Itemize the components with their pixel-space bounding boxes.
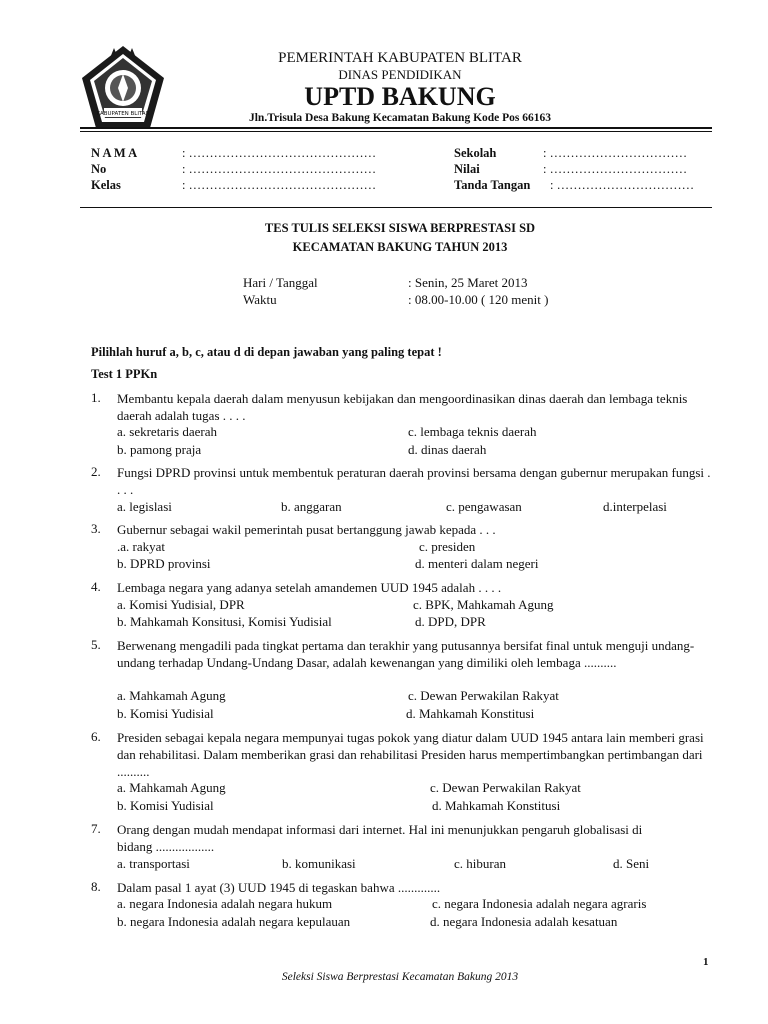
option-b[interactable]: b. komunikasi xyxy=(282,856,356,871)
footer-caption: Seleksi Siswa Berprestasi Kecamatan Bakung 2013 xyxy=(281,971,519,983)
test-title-line2: KECAMATAN BAKUNG TAHUN 2013 xyxy=(292,240,508,254)
header-government: PEMERINTAH KABUPATEN BLITAR xyxy=(278,50,522,66)
header-department: DINAS PENDIDIKAN xyxy=(338,67,462,82)
option-c[interactable]: c. hiburan xyxy=(454,856,506,871)
option-d[interactable]: d. menteri dalam negeri xyxy=(415,556,539,571)
question-number: 2. xyxy=(91,464,101,479)
option-d[interactable]: d. Mahkamah Konstitusi xyxy=(406,706,535,721)
question-number: 5. xyxy=(91,637,101,652)
identity-field-nilai[interactable]: : …………………………… xyxy=(543,162,688,176)
identity-label-sekolah: Sekolah xyxy=(454,146,497,160)
header-title: UPTD BAKUNG xyxy=(304,82,496,111)
option-d[interactable]: d. DPD, DPR xyxy=(415,614,486,629)
option-a[interactable]: a. Mahkamah Agung xyxy=(117,688,226,703)
option-d[interactable]: d. dinas daerah xyxy=(408,442,487,457)
question-text: Lembaga negara yang adanya setelah amandemen UUD 1945 adalah . . . . xyxy=(117,580,502,595)
question-number: 8. xyxy=(91,879,101,894)
option-a[interactable]: a. Komisi Yudisial, DPR xyxy=(117,597,245,612)
option-b[interactable]: b. DPRD provinsi xyxy=(117,556,211,571)
option-b[interactable]: b. Komisi Yudisial xyxy=(117,798,214,813)
page-number: 1 xyxy=(703,956,709,968)
identity-field-sekolah[interactable]: : …………………………… xyxy=(543,146,688,160)
option-a[interactable]: a. Mahkamah Agung xyxy=(117,780,226,795)
option-c[interactable]: c. Dewan Perwakilan Rakyat xyxy=(408,688,559,703)
schedule-value-time: : 08.00-10.00 ( 120 menit ) xyxy=(408,292,549,307)
option-d[interactable]: d. negara Indonesia adalah kesatuan xyxy=(430,914,618,929)
identity-field-nama[interactable]: : ……………………………………… xyxy=(182,146,377,160)
question-text: Berwenang mengadili pada tingkat pertama dan terakhir yang putusannya bersifat final untuk menguji undang-undang terhadap Undang-Undang Dasar, adalah kewenangan yang dimiliki oleh lembaga .......... xyxy=(117,638,695,670)
identity-field-no[interactable]: : ……………………………………… xyxy=(182,162,377,176)
identity-label-tanda-tangan: Tanda Tangan xyxy=(454,178,531,192)
option-c[interactable]: c. lembaga teknis daerah xyxy=(408,424,537,439)
identity-label-kelas: Kelas xyxy=(91,178,121,192)
identity-field-kelas[interactable]: : ……………………………………… xyxy=(182,178,377,192)
question-text: Fungsi DPRD provinsi untuk membentuk peraturan daerah provinsi bersama dengan gubernur merupakan fungsi . . . . xyxy=(117,465,711,497)
instruction-text: Pilihlah huruf a, b, c, atau d di depan jawaban yang paling tepat ! xyxy=(91,345,442,359)
question-number: 6. xyxy=(91,729,101,744)
svg-text:KABUPATEN BLITAR: KABUPATEN BLITAR xyxy=(96,111,150,117)
option-b[interactable]: b. Mahkamah Konsitusi, Komisi Yudisial xyxy=(117,614,332,629)
option-c[interactable]: c. negara Indonesia adalah negara agraris xyxy=(432,896,647,911)
identity-label-nilai: Nilai xyxy=(454,162,480,176)
question-number: 7. xyxy=(91,821,101,836)
letterhead-rule-thick xyxy=(80,127,712,129)
schedule-value-date: : Senin, 25 Maret 2013 xyxy=(408,275,528,290)
question-text: Membantu kepala daerah dalam menyusun kebijakan dan mengoordinasikan dinas daerah dan lembaga teknis daerah adalah tugas . . . . xyxy=(117,391,688,423)
question-text: Orang dengan mudah mendapat informasi dari internet. Hal ini menunjukkan pengaruh globalisasi di bidang .................. xyxy=(117,822,643,854)
option-b[interactable]: b. pamong praja xyxy=(117,442,202,457)
letterhead-rule-thin xyxy=(80,131,712,132)
kabupaten-blitar-emblem xyxy=(80,44,166,130)
identity-field-tanda-tangan[interactable]: : …………………………… xyxy=(550,178,695,192)
question-number: 4. xyxy=(91,579,101,594)
schedule-label-date: Hari / Tanggal xyxy=(243,275,318,290)
option-b[interactable]: b. Komisi Yudisial xyxy=(117,706,214,721)
option-c[interactable]: c. presiden xyxy=(419,539,476,554)
schedule-label-time: Waktu xyxy=(243,292,277,307)
option-a[interactable]: a. negara Indonesia adalah negara hukum xyxy=(117,896,333,911)
option-d[interactable]: d. Seni xyxy=(613,856,650,871)
option-b[interactable]: b. negara Indonesia adalah negara kepulauan xyxy=(117,914,351,929)
option-a[interactable]: a. sekretaris daerah xyxy=(117,424,217,439)
question-text: Gubernur sebagai wakil pemerintah pusat bertanggung jawab kepada . . . xyxy=(117,522,496,537)
option-c[interactable]: c. BPK, Mahkamah Agung xyxy=(413,597,554,612)
question-number: 1. xyxy=(91,390,101,405)
option-c[interactable]: c. pengawasan xyxy=(446,499,522,514)
option-a[interactable]: a. legislasi xyxy=(117,499,172,514)
option-b[interactable]: b. anggaran xyxy=(281,499,342,514)
identity-label-no: No xyxy=(91,162,107,176)
section-title: Test 1 PPKn xyxy=(91,367,158,381)
option-a[interactable]: .a. rakyat xyxy=(117,539,166,554)
test-title-line1: TES TULIS SELEKSI SISWA BERPRESTASI SD xyxy=(264,221,536,235)
question-number: 3. xyxy=(91,521,101,536)
identity-label-nama: N A M A xyxy=(91,146,138,160)
identity-rule xyxy=(80,207,712,208)
option-c[interactable]: c. Dewan Perwakilan Rakyat xyxy=(430,780,581,795)
option-d[interactable]: d.interpelasi xyxy=(603,499,667,514)
option-d[interactable]: d. Mahkamah Konstitusi xyxy=(432,798,561,813)
header-address: Jln.Trisula Desa Bakung Kecamatan Bakung Kode Pos 66163 xyxy=(248,112,552,124)
question-text: Dalam pasal 1 ayat (3) UUD 1945 di tegaskan bahwa ............. xyxy=(117,880,441,895)
question-text: Presiden sebagai kepala negara mempunyai tugas pokok yang diatur dalam UUD 1945 antara lain memberi grasi dan rehabilitasi. Dalam memberikan grasi dan rehabilitasi Presiden harus mempertimbangkan pertimbangan dari .......... xyxy=(117,730,704,779)
option-a[interactable]: a. transportasi xyxy=(117,856,190,871)
